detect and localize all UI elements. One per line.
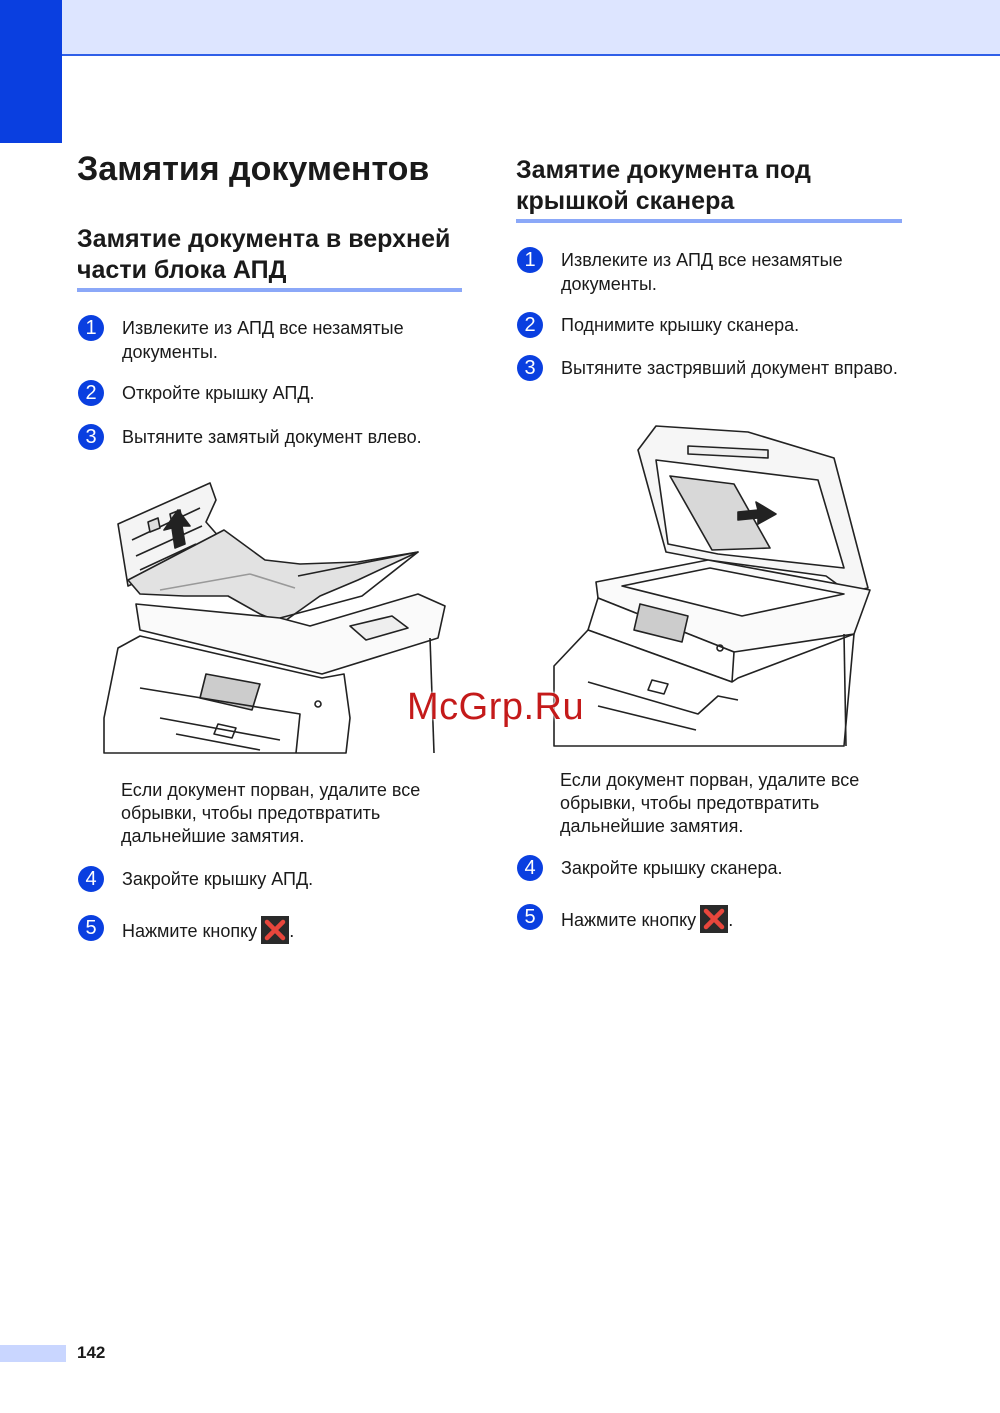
step-text: Извлеките из АПД все незамятые документы.: [561, 250, 843, 294]
right-step-5: [517, 905, 903, 933]
step-text: [122, 916, 294, 944]
step-text: Откройте крышку АПД.: [122, 383, 315, 403]
chapter-tab: [0, 0, 62, 143]
step-number: 2: [78, 380, 104, 406]
left-step-2: [78, 381, 463, 406]
left-section-heading: Замятие документа в верхней части блока АПД: [77, 225, 451, 284]
step-suffix: .: [289, 921, 295, 941]
right-step-2: [517, 313, 903, 338]
step-number: 1: [78, 315, 104, 341]
header-rule: [62, 54, 1000, 56]
step-number: 4: [517, 855, 543, 881]
page-title: Замятия документов: [77, 150, 430, 188]
left-heading-rule: [77, 288, 462, 292]
step-label: Нажмите кнопку: [122, 921, 258, 941]
step-number: 1: [517, 247, 543, 273]
cancel-x-icon: [700, 905, 728, 933]
left-step-3: [78, 425, 463, 450]
page-number: 142: [77, 1343, 106, 1362]
watermark: McGrp.Ru: [407, 686, 585, 728]
left-note: Если документ порван, удалите все обрывки, чтобы предотвратить дальнейшие замятия.: [121, 780, 421, 846]
footer-band: [0, 1345, 66, 1362]
step-text: Извлеките из АПД все незамятые документы.: [122, 318, 404, 362]
right-section-heading: Замятие документа под крышкой сканера: [516, 156, 811, 215]
step-text: Вытяните замятый документ влево.: [122, 427, 422, 447]
step-number: 3: [78, 424, 104, 450]
step-text: Закройте крышку АПД.: [122, 869, 314, 889]
left-step-4: [78, 867, 463, 892]
scanner-jam-illustration: [548, 420, 888, 750]
right-step-4: [517, 856, 903, 881]
step-suffix: .: [728, 910, 734, 930]
step-text: Вытяните застрявший документ вправо.: [561, 358, 898, 378]
right-note: Если документ порван, удалите все обрывки, чтобы предотвратить дальнейшие замятия.: [560, 770, 860, 836]
left-step-1: [78, 316, 463, 364]
step-text: Закройте крышку сканера.: [561, 858, 783, 878]
step-number: 2: [517, 312, 543, 338]
right-step-1: [517, 248, 903, 296]
step-number: 4: [78, 866, 104, 892]
right-step-3: [517, 356, 903, 381]
step-text: Поднимите крышку сканера.: [561, 315, 800, 335]
adf-jam-illustration: [100, 478, 450, 758]
left-step-5: [78, 916, 463, 944]
header-band: [0, 0, 1000, 56]
cancel-x-icon: [261, 916, 289, 944]
step-number: 5: [78, 915, 104, 941]
step-number: 3: [517, 355, 543, 381]
step-label: Нажмите кнопку: [561, 910, 697, 930]
right-heading-rule: [516, 219, 902, 223]
step-number: 5: [517, 904, 543, 930]
step-text: [561, 905, 733, 933]
